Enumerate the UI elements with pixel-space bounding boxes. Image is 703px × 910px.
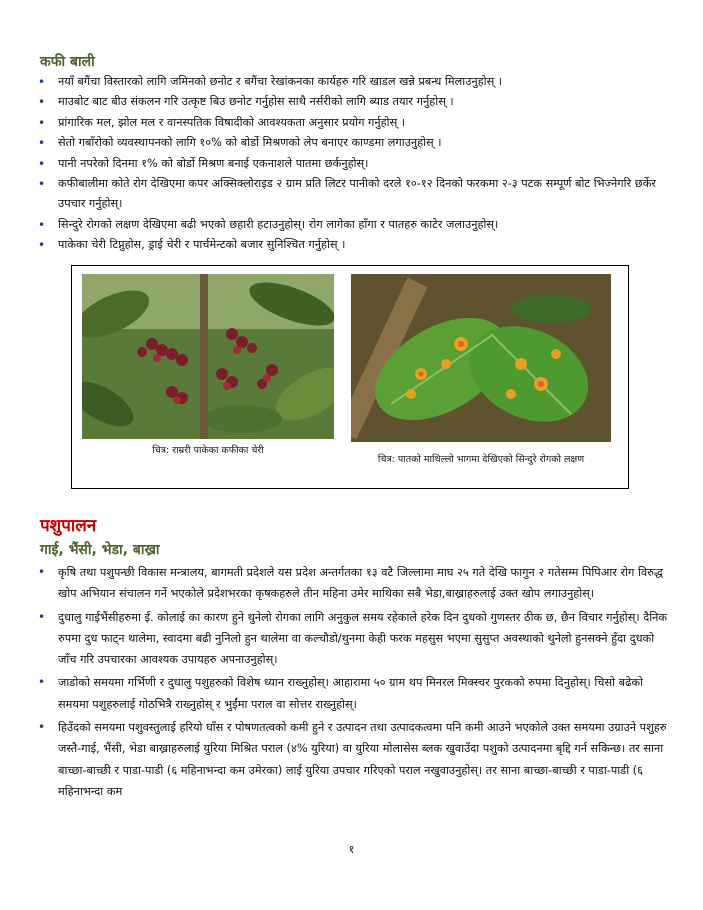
list-item-text: हिउँदको समयमा पशुवस्तुलाई हरियो घाँस र पोषणतत्वको कमी हुने र उत्पादन तथा उत्पादकत्वमा पनि कमी आउने भएकोले उक्त समयमा उग्राउने पशुहरु जस्तै-गाई, भैंसी, भेडा बाख्राहरुलाई युरिया मिश्रित पराल (४% युरिया) वा युरिया मोलासेस ब्लक खुवाउँदा पशुको उत्पादनमा बृद्दि गर्न सकिन्छ। तर साना बाच्छा-बाच्छी र पाडा-पाडी (६ महिनाभन्दा कम उमेरका) लाई युरिया उपचार गरिएको पराल नखुवाउनुहोस्। तर साना बाच्छा-बाच्छी र पाडा-पाडी (६ महिनाभन्दा कम [58,721,667,798]
list-item [36,133,668,153]
coffee-cherries-photo [82,274,334,439]
list-item [36,672,668,715]
bullet-icon: • [38,177,46,192]
bullet-icon: • [38,95,46,110]
livestock-bullet-list [36,562,668,804]
list-item-text: पाकेका चेरी टिप्नुहोस, ड्राई चेरी र पार्चमेन्टको बजार सुनिश्चित गर्नुहोस् । [58,238,346,252]
bullet-icon: • [38,75,46,89]
bullet-icon: • [38,565,46,579]
list-item-text: माउबोट बाट बीउ संकलन गरि उत्कृष्ट बिउ छनोट गर्नुहोस साथै नर्सरीको लागि ब्याड तयार गर्नुहोस् । [58,95,454,109]
bullet-icon: • [38,675,46,690]
rust-leaf-photo [351,274,611,442]
list-item [36,562,668,605]
list-item [36,113,668,133]
page-number: १ [348,843,355,856]
bullet-icon: • [38,217,46,232]
coffee-section-title: कफी बाली [40,54,95,70]
figure-box [71,265,629,489]
list-item [36,154,668,174]
list-item-text: प्रांगारिक मल, झोल मल र वानस्पतिक विषादीको आवश्यकता अनुसार प्रयोग गर्नुहोस् । [58,115,406,129]
list-item-text: कफीबालीमा कोते रोग देखिएमा कपर अक्सिक्लोराइड २ ग्राम प्रति लिटर पानीको दरले १०-१२ दिनको फरकमा २-३ पटक सम्पूर्ण बोट भिज्नेगरि छर्केर उपचार गर्नुहोस्। [58,177,657,211]
livestock-subtitle: गाई, भैंसी, भेडा, बाख्रा [40,542,160,558]
figure-caption: चित्र: पातको माथिल्लो भागमा देखिएको सिन्दुरे रोगको लक्षण [377,454,585,465]
figure-caption: चित्र: राम्ररी पाकेका कफीका चेरी [152,445,264,456]
livestock-section-title: पशुपालन [40,516,97,536]
list-item [36,215,668,235]
list-item-text: सिन्दुरे रोगको लक्षण देखिएमा बढी भएको छहारी हटाउनुहोस्। रोग लागेका हाँगा र पातहरु काटेर जलाउनुहोस्। [58,217,499,231]
list-item-text: कृषि तथा पशुपन्छी विकास मन्त्रालय, बागमती प्रदेशले यस प्रदेश अन्तर्गतका १३ वटै जिल्लामा माघ २५ गते देखि फागुन २ गतेसम्म पिपिआर रोग विरुद्ध खोप अभियान संचालन गर्ने भएकोले प्रदेशभरका कृषकहरुले तीन महिना उमेर माथिका सबै भेडा,बाख्राहरुलाई उक्त खोप लगाउनुहोस्। [58,566,663,601]
bullet-icon: • [38,238,46,253]
list-item [36,92,668,112]
list-item [36,717,668,802]
list-item [36,607,668,671]
list-item-text: पानी नपरेको दिनमा १% को बोर्डो मिश्रण बनाई एकनाशले पातमा छर्कनुहोस्। [58,156,369,170]
list-item [36,235,668,255]
list-item-text: दुधालु गाईभैंसीहरुमा ई. कोलाई का कारण हुने थुनेलो रोगका लागि अनुकुल समय रहेकाले हरेक दिन दुधको गुणस्तर ठीक छ, छैन विचार गर्नुहोस्। दैनिक रुपमा दुध फाट्न थालेमा, स्वादमा बढी नुनिलो हुन थालेमा वा कल्चौडो/थुनमा केही फरक महसुस भएमा सुसुप्त अवस्थाको थुनेलो हुनसक्ने हुँदा दुधको जाँच गरि उपचारका आवश्यक उपायहरु अपनाउनुहोस्। [58,610,668,667]
bullet-icon: • [38,136,46,151]
list-item [36,174,668,215]
list-item-text: जाडोको समयमा गर्भिणी र दुधालु पशुहरुको विशेष ध्यान राख्नुहोस्। आहारामा ५० ग्राम थप मिनरल मिक्स्चर पुरकको रुपमा दिनुहोस्। चिसो बढेको समयमा पशुहरुलाई गोठभित्रै राख्नुहोस् र भुईंमा पराल वा सोत्तर राख्नुहोस्। [58,676,644,711]
bullet-icon: • [38,156,46,171]
bullet-icon: • [38,115,46,130]
list-item-text: नयाँ बगैंचा विस्तारको लागि जमिनको छनोट र बगैंचा रेखांकनका कार्यहरु गरि खाडल खन्ने प्रबन्ध मिलाउनुहोस् । [58,75,503,88]
coffee-bullet-list [36,72,668,256]
bullet-icon: • [38,720,46,735]
list-item [36,72,668,92]
bullet-icon: • [38,609,46,624]
list-item-text: सेतो गबाँरोको व्यवस्थापनको लागि १०% को बोर्डो मिश्रणको लेप बनाएर काण्डमा लगाउनुहोस् । [58,136,442,150]
